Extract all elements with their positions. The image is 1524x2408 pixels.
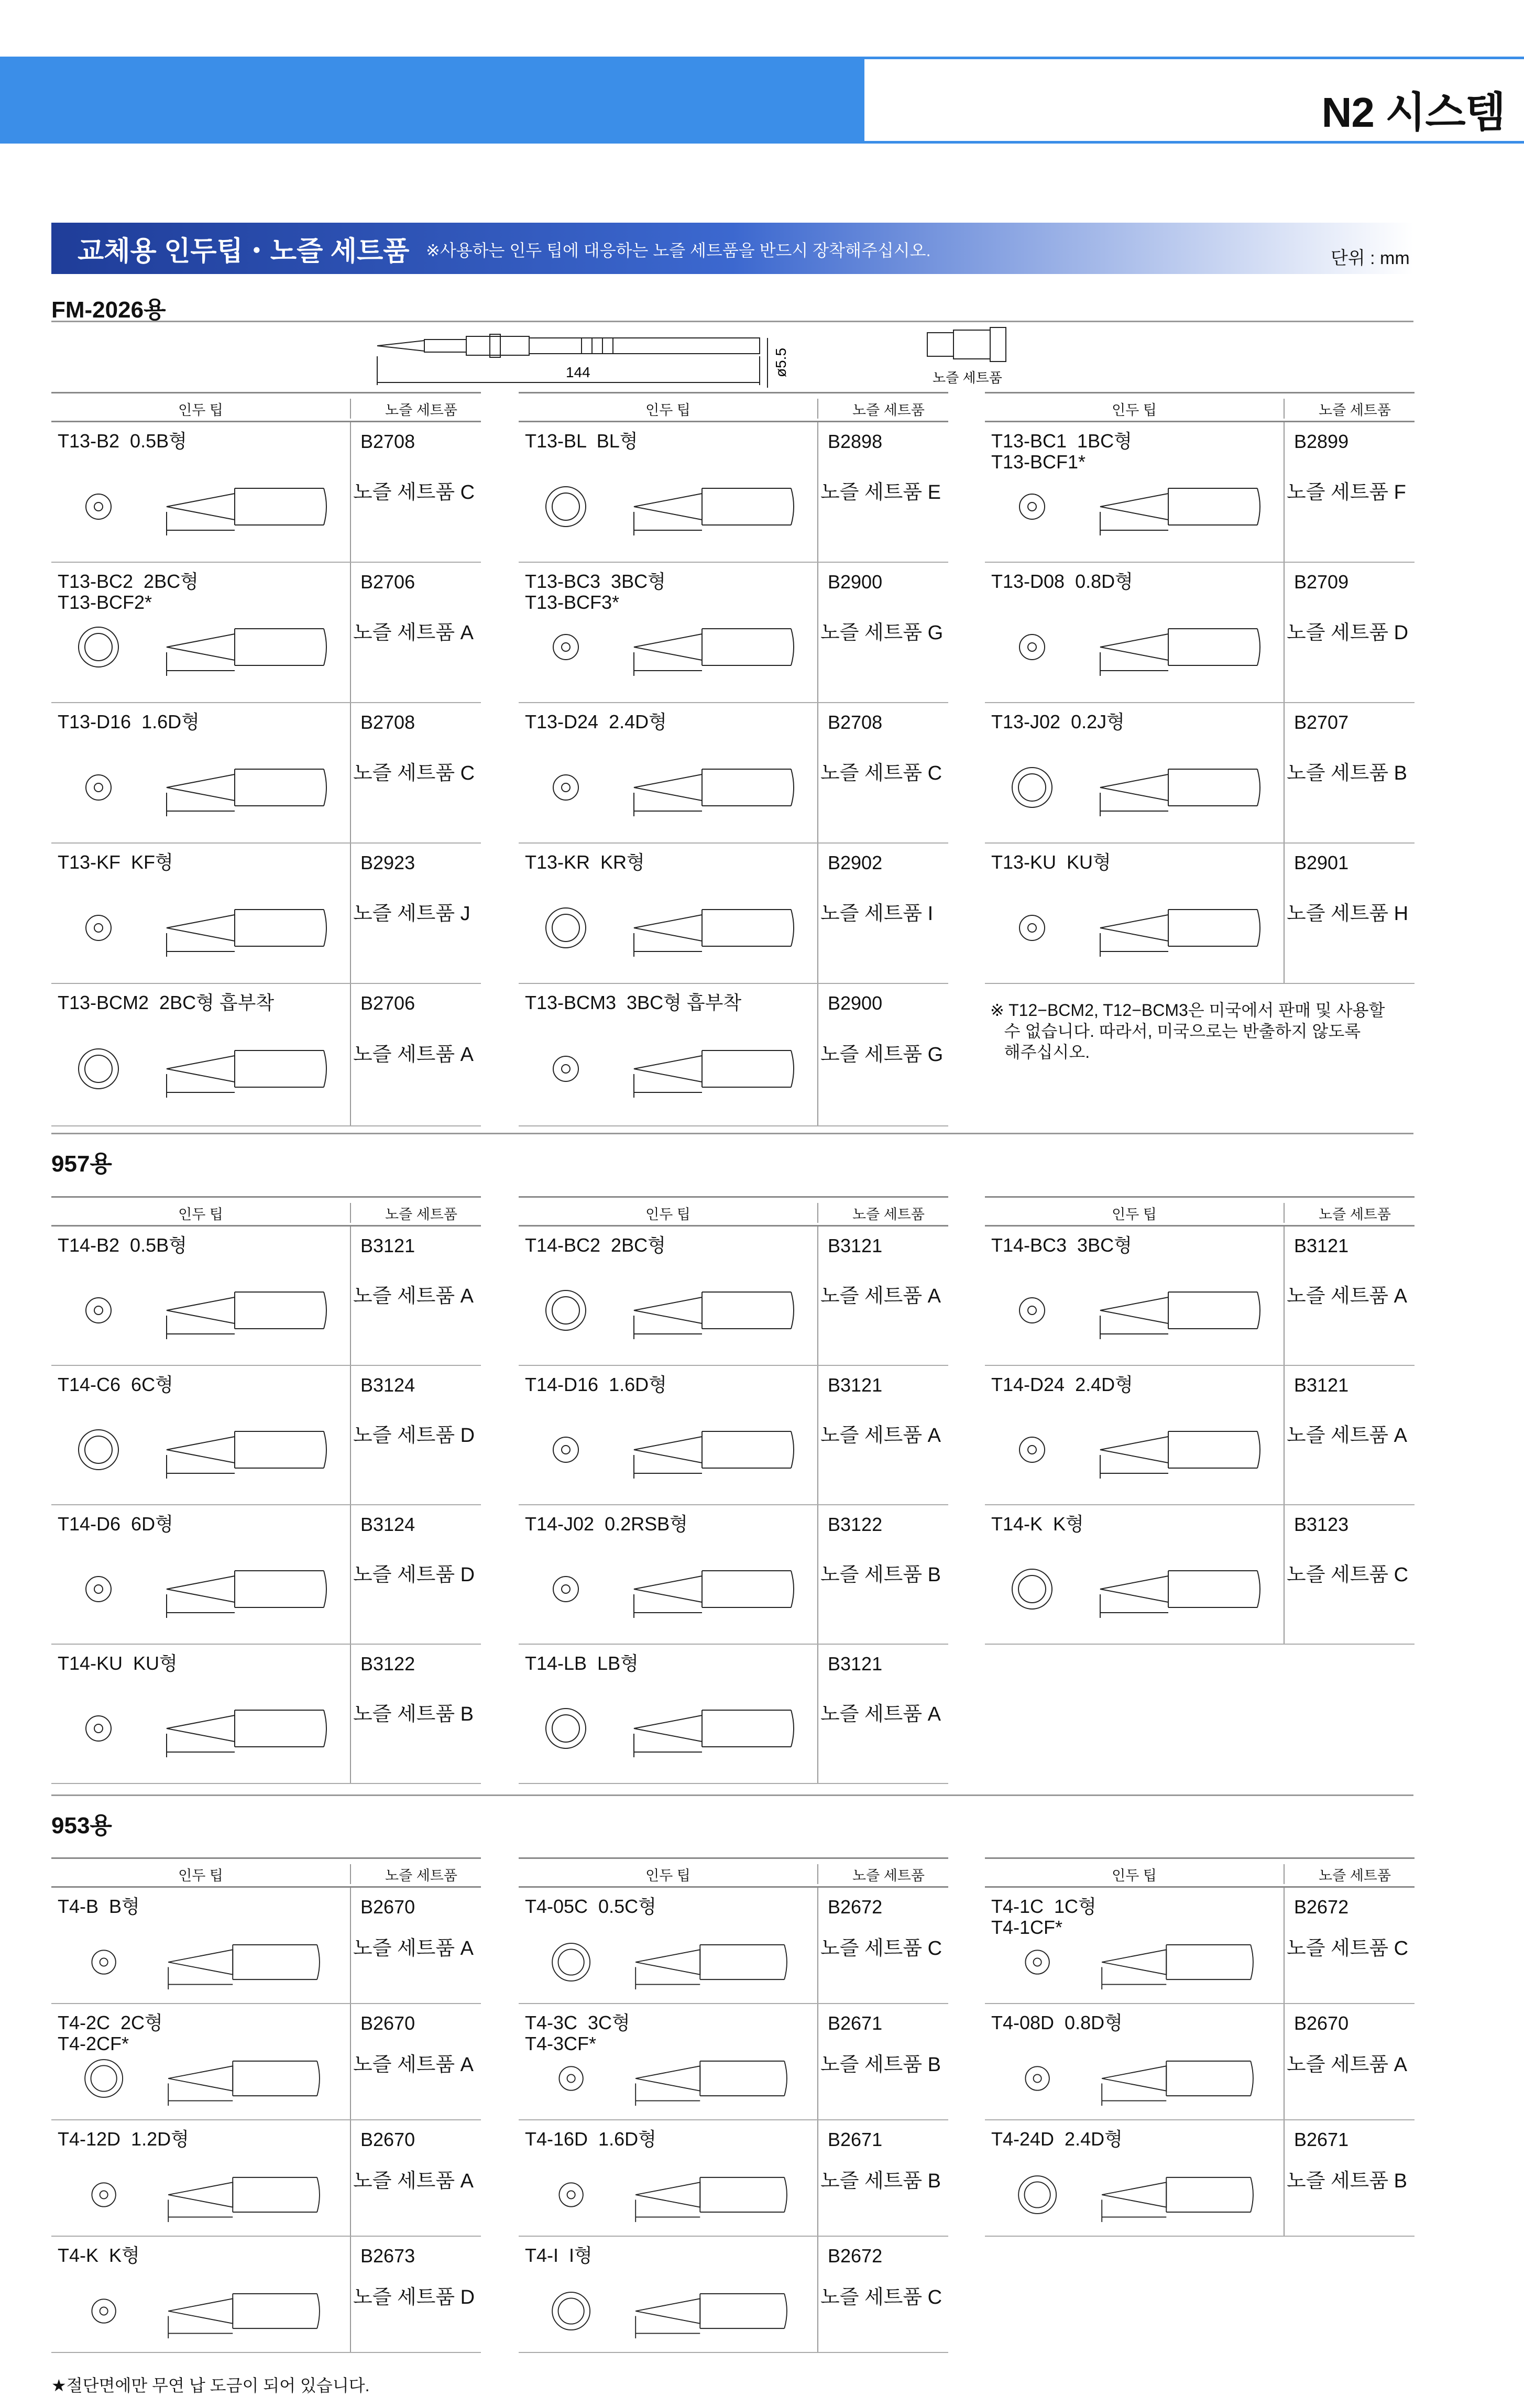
tip-table — [985, 1857, 1415, 2353]
table-header — [51, 1857, 481, 1888]
table-row — [519, 984, 948, 1126]
tip-name: T14-J02 0.2RSB형 — [525, 1513, 688, 1535]
nozzle-set: 노즐 세트품 A — [353, 2170, 474, 2192]
table-row — [519, 703, 948, 844]
tip-drawing — [529, 748, 802, 827]
tip-name: T13-D16 1.6D형 — [58, 711, 200, 732]
tip-drawing — [995, 1271, 1268, 1350]
table-row — [519, 2237, 948, 2353]
header-tip: 인두 팁 — [645, 1207, 690, 1222]
overview-diameter: ø5.5 — [773, 347, 789, 377]
table-row — [519, 1888, 948, 2004]
tip-name: T13-J02 0.2J형 — [991, 711, 1125, 732]
nozzle-set: 노즐 세트품 C — [1287, 1938, 1409, 1960]
nozzle-code: B2706 — [360, 992, 415, 1014]
banner-title: 교체용 인두팁・노즐 세트품 — [78, 236, 410, 267]
tip-drawing — [995, 2041, 1268, 2116]
tip-name: T13-KU KU형 — [991, 851, 1111, 873]
nozzle-code: B2671 — [828, 2129, 883, 2150]
tip-drawing — [62, 1689, 334, 1768]
tip-drawing — [62, 1925, 334, 1999]
table-header — [519, 1196, 948, 1227]
header-tip: 인두 팁 — [178, 1868, 223, 1884]
us-export-note: ※ T12−BCM2, T12−BCM3은 미국에서 판매 및 사용할 수 없습니다. 따라서, 미국으로는 반출하지 않도록 해주십시오. — [990, 1001, 1385, 1061]
nozzle-set: 노즐 세트품 A — [353, 1938, 474, 1960]
tip-drawing — [62, 889, 334, 967]
header-nozzle: 노즐 세트품 — [1284, 399, 1425, 419]
nozzle-set: 노즐 세트품 I — [820, 903, 934, 925]
table-row — [985, 1888, 1415, 2004]
header-nozzle: 노즐 세트품 — [1284, 1864, 1425, 1884]
table-header — [985, 1857, 1415, 1888]
tip-name: T14-BC2 2BC형 — [525, 1234, 666, 1256]
tip-drawing — [529, 889, 802, 967]
nozzle-set: 노즐 세트품 G — [820, 1044, 944, 1066]
header-tip: 인두 팁 — [1112, 1868, 1157, 1884]
nozzle-code: B2673 — [360, 2245, 415, 2267]
nozzle-code: B2672 — [828, 1896, 883, 1918]
overview-drawing — [367, 325, 1100, 393]
tip-name: T14-LB LB형 — [525, 1652, 639, 1674]
nozzle-code: B2706 — [360, 571, 415, 593]
header-tip: 인두 팁 — [1112, 402, 1157, 418]
nozzle-set: 노즐 세트품 C — [820, 762, 942, 784]
nozzle-code: B3122 — [828, 1514, 883, 1535]
nozzle-code: B2708 — [828, 712, 883, 733]
overview-length: 144 — [566, 364, 590, 380]
nozzle-code: B2707 — [1294, 712, 1349, 733]
tip-name: T13-BCM2 2BC형 흡부착 — [58, 992, 275, 1013]
nozzle-code: B3124 — [360, 1374, 415, 1396]
nozzle-set: 노즐 세트품 D — [1287, 622, 1409, 644]
nozzle-code: B3121 — [1294, 1374, 1349, 1396]
tip-drawing — [995, 889, 1268, 967]
nozzle-set: 노즐 세트품 D — [353, 2286, 475, 2308]
page-title: N2 시스템 — [1321, 89, 1505, 136]
nozzle-code: B2898 — [828, 431, 883, 452]
nozzle-code: B2670 — [1294, 2012, 1349, 2034]
tip-drawing — [529, 1925, 802, 1999]
tip-drawing — [529, 1410, 802, 1489]
table-row — [985, 2004, 1415, 2120]
table-row — [985, 703, 1415, 844]
header-nozzle: 노즐 세트품 — [350, 1864, 491, 1884]
nozzle-set: 노즐 세트품 F — [1287, 481, 1406, 504]
table-header — [519, 1857, 948, 1888]
header-nozzle: 노즐 세트품 — [817, 1203, 959, 1223]
tip-drawing — [529, 1271, 802, 1350]
nozzle-set: 노즐 세트품 A — [1287, 1285, 1408, 1307]
table-row — [519, 2004, 948, 2120]
table-row — [51, 1505, 481, 1645]
table-row — [51, 984, 481, 1126]
section-title-957: 957용 — [51, 1151, 112, 1177]
section-divider — [51, 1794, 1413, 1796]
table-row — [51, 1227, 481, 1366]
table-row — [51, 1366, 481, 1505]
nozzle-set: 노즐 세트품 C — [1287, 1564, 1409, 1586]
header-tip: 인두 팁 — [178, 402, 223, 418]
nozzle-set: 노즐 세트품 C — [820, 2286, 942, 2308]
header-nozzle: 노즐 세트품 — [1284, 1203, 1425, 1223]
tip-name: T4-K K형 — [58, 2245, 140, 2266]
tip-drawing — [62, 748, 334, 827]
section-divider — [51, 321, 1413, 322]
tip-drawing — [62, 1030, 334, 1108]
nozzle-set: 노즐 세트품 B — [1287, 762, 1408, 784]
nozzle-set: 노즐 세트품 B — [820, 1564, 941, 1586]
table-row — [985, 1227, 1415, 1366]
tip-name: T4-16D 1.6D형 — [525, 2128, 656, 2150]
nozzle-set: 노즐 세트품 H — [1287, 903, 1409, 925]
table-row — [51, 703, 481, 844]
tip-table — [519, 1857, 948, 2353]
nozzle-code: B3121 — [828, 1374, 883, 1396]
table-row — [51, 563, 481, 703]
table-row — [519, 1645, 948, 1784]
table-row — [519, 1505, 948, 1645]
tip-name: T13-B2 0.5B형 — [58, 430, 187, 452]
table-row — [519, 563, 948, 703]
table-row — [51, 2004, 481, 2120]
nozzle-code: B2670 — [360, 2129, 415, 2150]
tip-table — [519, 1196, 948, 1784]
nozzle-set: 노즐 세트품 B — [820, 2054, 941, 2076]
nozzle-code: B2902 — [828, 852, 883, 873]
header-tip: 인두 팁 — [178, 1207, 223, 1222]
tip-name: T13-BCM3 3BC형 흡부착 — [525, 992, 742, 1013]
tip-drawing — [62, 2041, 334, 2116]
nozzle-code: B2671 — [828, 2012, 883, 2034]
table-row — [985, 2120, 1415, 2237]
tip-name: T13-BC2 2BC형 T13-BCF2* — [58, 571, 199, 613]
header-tip: 인두 팁 — [645, 402, 690, 418]
overview-nozzle-label: 노즐 세트품 — [933, 370, 1002, 386]
section-title-953: 953용 — [51, 1813, 112, 1838]
nozzle-code: B2900 — [828, 992, 883, 1014]
nozzle-code: B2670 — [360, 2012, 415, 2034]
nozzle-set: 노즐 세트품 A — [353, 2054, 474, 2076]
table-row — [519, 2120, 948, 2237]
tip-drawing — [995, 467, 1268, 546]
tip-drawing — [529, 467, 802, 546]
tip-name: T14-K K형 — [991, 1513, 1084, 1535]
tip-drawing — [62, 608, 334, 686]
table-row — [985, 422, 1415, 563]
tip-drawing — [995, 608, 1268, 686]
header-tip: 인두 팁 — [645, 1868, 690, 1884]
tip-drawing — [529, 1030, 802, 1108]
header-nozzle: 노즐 세트품 — [817, 399, 959, 419]
nozzle-code: B2923 — [360, 852, 415, 873]
tip-name: T13-D08 0.8D형 — [991, 571, 1133, 592]
table-row — [51, 1645, 481, 1784]
header-bar — [0, 57, 864, 144]
tip-name: T14-D16 1.6D형 — [525, 1374, 667, 1395]
nozzle-code: B2708 — [360, 712, 415, 733]
table-row — [51, 422, 481, 563]
tip-name: T14-KU KU형 — [58, 1652, 178, 1674]
tip-drawing — [62, 1410, 334, 1489]
tip-name: T13-BC1 1BC형 T13-BCF1* — [991, 430, 1132, 473]
nozzle-set: 노즐 세트품 E — [820, 481, 941, 504]
table-row — [519, 422, 948, 563]
tip-table — [985, 1196, 1415, 1784]
header-nozzle: 노즐 세트품 — [817, 1864, 959, 1884]
tip-drawing — [62, 1271, 334, 1350]
nozzle-code: B2900 — [828, 571, 883, 593]
table-row — [519, 844, 948, 984]
nozzle-set: 노즐 세트품 C — [353, 481, 475, 504]
section-banner — [51, 223, 1413, 274]
tip-name: T4-B B형 — [58, 1896, 140, 1917]
tip-name: T4-12D 1.2D형 — [58, 2128, 189, 2150]
section-divider — [51, 1133, 1413, 1134]
nozzle-set: 노즐 세트품 A — [353, 622, 474, 644]
tip-drawing — [529, 1689, 802, 1768]
nozzle-code: B3121 — [360, 1235, 415, 1256]
nozzle-set: 노즐 세트품 D — [353, 1564, 475, 1586]
tip-name: T13-BC3 3BC형 T13-BCF3* — [525, 571, 666, 613]
tip-name: T13-KF KF형 — [58, 851, 173, 873]
table-row — [51, 844, 481, 984]
tip-drawing — [62, 2274, 334, 2348]
nozzle-code: B3121 — [828, 1653, 883, 1674]
unit-label: 단위 : mm — [1331, 248, 1410, 268]
nozzle-code: B3121 — [1294, 1235, 1349, 1256]
nozzle-code: B2899 — [1294, 431, 1349, 452]
tip-table — [51, 1857, 481, 2353]
table-header — [51, 392, 481, 422]
tip-drawing — [995, 1410, 1268, 1489]
tip-name: T14-B2 0.5B형 — [58, 1234, 187, 1256]
nozzle-code: B3123 — [1294, 1514, 1349, 1535]
nozzle-set: 노즐 세트품 D — [353, 1425, 475, 1447]
footer-note: ★절단면에만 무연 납 도금이 되어 있습니다. — [51, 2376, 370, 2395]
tip-table — [51, 392, 481, 1126]
table-row — [985, 844, 1415, 984]
tip-name: T4-2C 2C형 T4-2CF* — [58, 2012, 163, 2054]
tip-drawing — [62, 1550, 334, 1628]
table-row — [985, 563, 1415, 703]
nozzle-code: B2672 — [828, 2245, 883, 2267]
nozzle-set: 노즐 세트품 G — [820, 622, 944, 644]
tip-name: T4-1C 1C형 T4-1CF* — [991, 1896, 1097, 1938]
nozzle-set: 노즐 세트품 B — [1287, 2170, 1408, 2192]
nozzle-code: B3124 — [360, 1514, 415, 1535]
tip-drawing — [995, 2158, 1268, 2232]
table-row — [51, 2120, 481, 2237]
nozzle-code: B2901 — [1294, 852, 1349, 873]
tip-table — [51, 1196, 481, 1784]
header-tip: 인두 팁 — [1112, 1207, 1157, 1222]
nozzle-set: 노즐 세트품 B — [353, 1703, 474, 1725]
nozzle-code: B2672 — [1294, 1896, 1349, 1918]
tip-drawing — [529, 2158, 802, 2232]
banner-note: ※사용하는 인두 팁에 대응하는 노즐 세트품을 반드시 장착해주십시오. — [426, 241, 931, 260]
tip-drawing — [62, 2158, 334, 2232]
tip-name: T13-BL BL형 — [525, 430, 638, 452]
tip-drawing — [995, 748, 1268, 827]
table-header — [519, 392, 948, 422]
section-title-fm2026: FM-2026용 — [51, 297, 166, 323]
table-row — [519, 1366, 948, 1505]
tip-name: T13-D24 2.4D형 — [525, 711, 667, 732]
nozzle-set: 노즐 세트품 A — [1287, 1425, 1408, 1447]
tip-name: T13-KR KR형 — [525, 851, 645, 873]
nozzle-set: 노즐 세트품 J — [353, 903, 470, 925]
nozzle-code: B2709 — [1294, 571, 1349, 593]
tip-name: T4-I I형 — [525, 2245, 593, 2266]
nozzle-set: 노즐 세트품 A — [353, 1285, 474, 1307]
nozzle-code: B2708 — [360, 431, 415, 452]
nozzle-set: 노즐 세트품 A — [353, 1044, 474, 1066]
tip-name: T14-D24 2.4D형 — [991, 1374, 1133, 1395]
header-nozzle: 노즐 세트품 — [350, 1203, 491, 1223]
tip-drawing — [529, 2274, 802, 2348]
table-header — [985, 392, 1415, 422]
nozzle-set: 노즐 세트품 A — [820, 1425, 941, 1447]
table-row — [519, 1227, 948, 1366]
tip-name: T14-C6 6C형 — [58, 1374, 173, 1395]
tip-name: T4-3C 3C형 T4-3CF* — [525, 2012, 630, 2054]
tip-drawing — [995, 1550, 1268, 1628]
nozzle-set: 노즐 세트품 A — [820, 1703, 941, 1725]
tip-drawing — [529, 1550, 802, 1628]
table-header — [51, 1196, 481, 1227]
tip-drawing — [995, 1925, 1268, 1999]
tip-name: T14-BC3 3BC형 — [991, 1234, 1132, 1256]
table-header — [985, 1196, 1415, 1227]
table-row — [985, 1366, 1415, 1505]
nozzle-set: 노즐 세트품 A — [1287, 2054, 1408, 2076]
nozzle-code: B2671 — [1294, 2129, 1349, 2150]
tip-name: T4-24D 2.4D형 — [991, 2128, 1123, 2150]
tip-drawing — [62, 467, 334, 546]
header-nozzle: 노즐 세트품 — [350, 399, 491, 419]
tip-name: T14-D6 6D형 — [58, 1513, 173, 1535]
nozzle-set: 노즐 세트품 A — [820, 1285, 941, 1307]
tip-drawing — [529, 2041, 802, 2116]
table-row — [51, 1888, 481, 2004]
nozzle-set: 노즐 세트품 C — [353, 762, 475, 784]
table-row — [51, 2237, 481, 2353]
nozzle-set: 노즐 세트품 B — [820, 2170, 941, 2192]
nozzle-code: B3122 — [360, 1653, 415, 1674]
tip-table — [519, 392, 948, 1126]
tip-name: T4-05C 0.5C형 — [525, 1896, 656, 1917]
nozzle-code: B3121 — [828, 1235, 883, 1256]
nozzle-code: B2670 — [360, 1896, 415, 1918]
tip-drawing — [529, 608, 802, 686]
table-row — [985, 1505, 1415, 1645]
nozzle-set: 노즐 세트품 C — [820, 1938, 942, 1960]
tip-name: T4-08D 0.8D형 — [991, 2012, 1123, 2033]
